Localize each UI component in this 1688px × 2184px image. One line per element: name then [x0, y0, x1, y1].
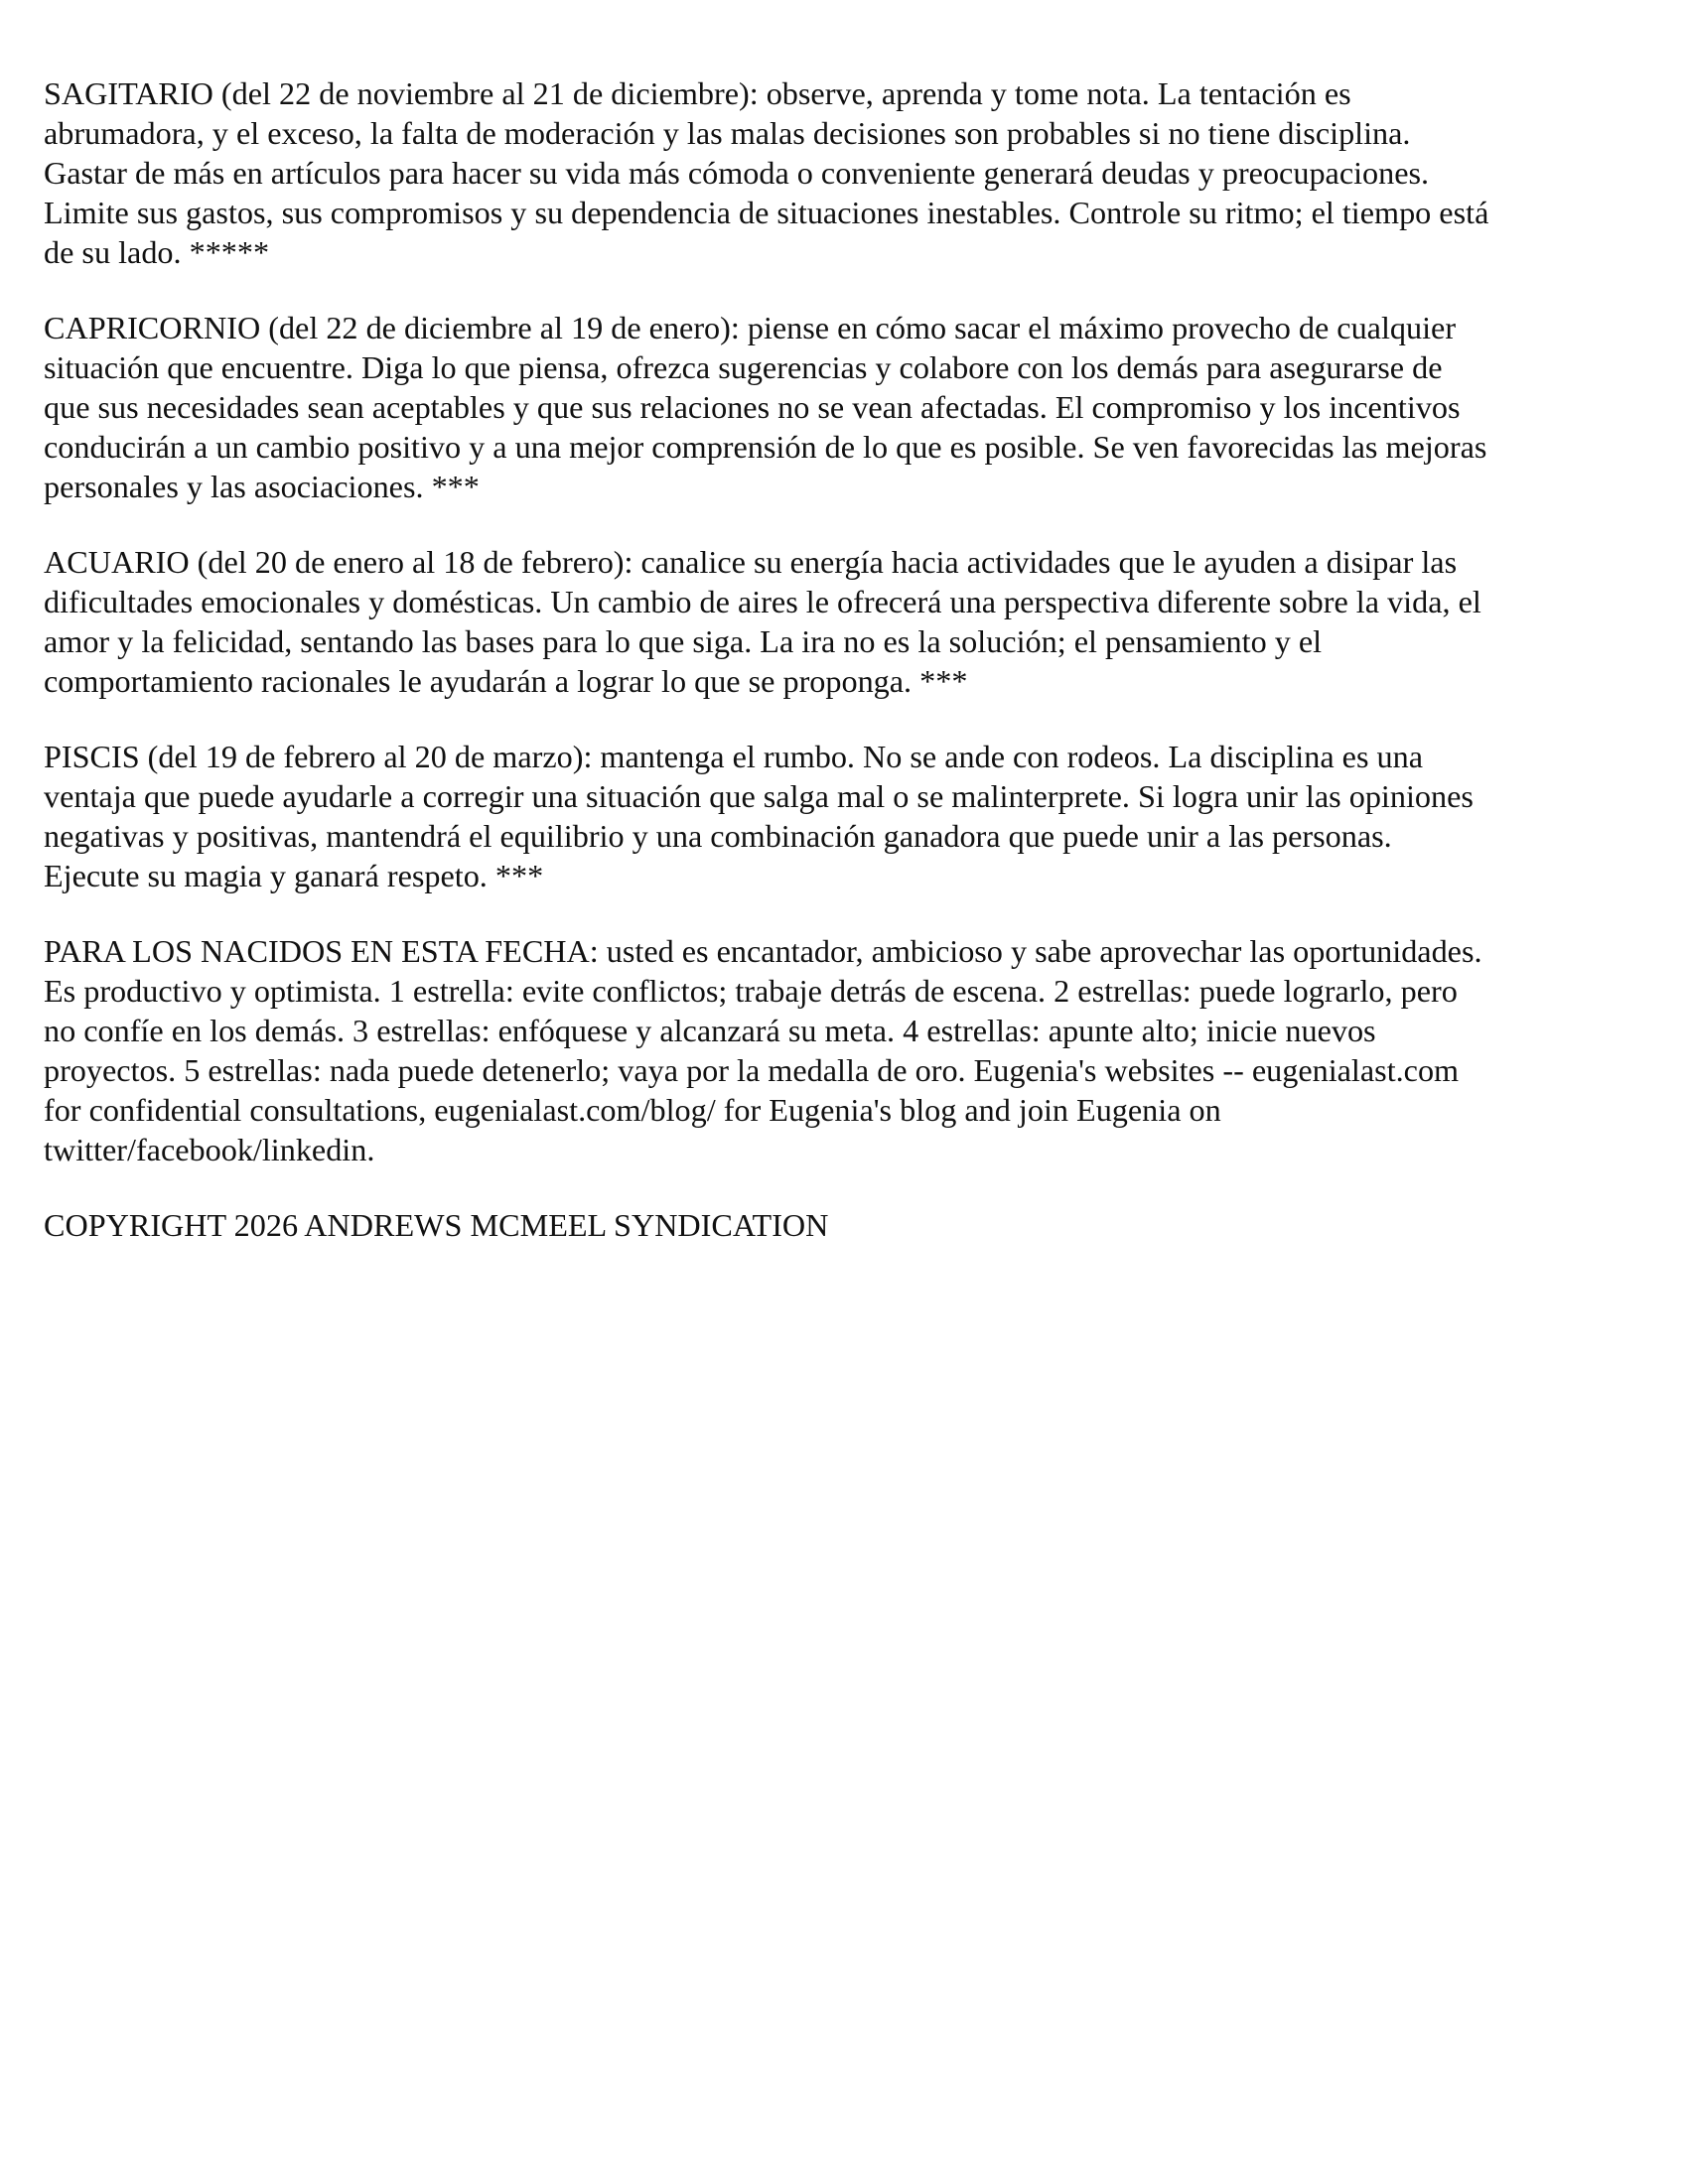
- horoscope-capricornio: CAPRICORNIO (del 22 de diciembre al 19 de enero): piense en cómo sacar el máximo provecho de cualquier situación que encuentre. Diga lo que piensa, ofrezca sugerencias y colabore con los demás para asegurarse de que sus necesidades sean aceptables y que sus relaciones no se vean afectadas. El compromiso y los incentivos conducirán a un cambio positivo y a una mejor comprensión de lo que es posible. Se ven favorecidas las mejoras personales y las asociaciones. ***: [44, 310, 1487, 504]
- horoscope-acuario: ACUARIO (del 20 de enero al 18 de febrero): canalice su energía hacia actividades que le ayuden a disipar las dificultades emocionales y domésticas. Un cambio de aires le ofrecerá una perspectiva diferente sobre la vida, el amor y la felicidad, sentando las bases para lo que siga. La ira no es la solución; el pensamiento y el comportamiento racionales le ayudarán a lograr lo que se proponga. ***: [44, 544, 1481, 699]
- birthday-paragraph: PARA LOS NACIDOS EN ESTA FECHA: usted es encantador, ambicioso y sabe aprovechar las oportunidades. Es productivo y optimista. 1 estrella: evite conflictos; trabaje detrás de escena. 2 estrellas: puede lograrlo, pero no confíe en los demás. 3 estrellas: enfóquese y alcanzará su meta. 4 estrellas: apunte alto; inicie nuevos proyectos. 5 estrellas: nada puede detenerlo; vaya por la medalla de oro. Eugenia's websites -- eugenialast.com for confidential consultations, eugenialast.com/blog/ for Eugenia's blog and join Eugenia on twitter/facebook/linkedin.: [44, 933, 1482, 1167]
- horoscope-sagitario: SAGITARIO (del 22 de noviembre al 21 de diciembre): observe, aprenda y tome nota. La tentación es abrumadora, y el exceso, la falta de moderación y las malas decisiones son probables si no tiene disciplina. Gastar de más en artículos para hacer su vida más cómoda o conveniente generará deudas y preocupaciones. Limite sus gastos, sus compromisos y su dependencia de situaciones inestables. Controle su ritmo; el tiempo está de su lado. *****: [44, 75, 1489, 270]
- document-page: [44, 73, 1662, 1245]
- copyright-line: COPYRIGHT 2026 ANDREWS MCMEEL SYNDICATION: [44, 1207, 829, 1243]
- horoscope-piscis: PISCIS (del 19 de febrero al 20 de marzo): mantenga el rumbo. No se ande con rodeos. La disciplina es una ventaja que puede ayudarle a corregir una situación que salga mal o se malinterprete. Si logra unir las opiniones negativas y positivas, mantendrá el equilibrio y una combinación ganadora que puede unir a las personas. Ejecute su magia y ganará respeto. ***: [44, 739, 1474, 893]
